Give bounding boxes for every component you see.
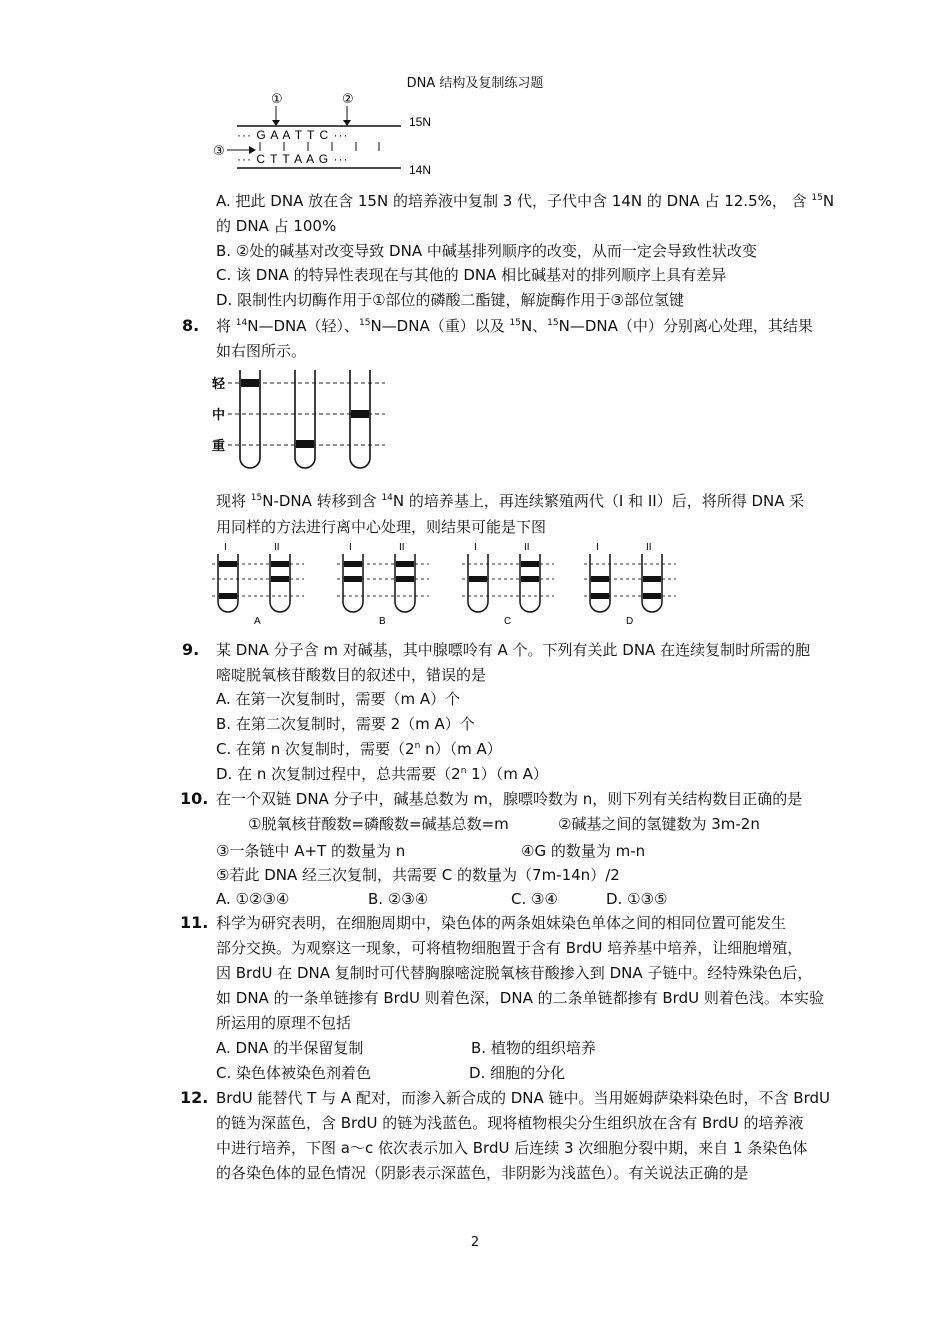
bottom-strand: ··· C T T A A G ··· bbox=[237, 152, 349, 166]
q10-option-a: A. ①②③④ bbox=[216, 890, 290, 908]
hydrogen-bonds bbox=[260, 142, 379, 151]
q12-number: 12. bbox=[180, 1088, 209, 1107]
option-d-tubes bbox=[584, 542, 676, 627]
q11-line2: 部分交换。为观察这一现象，可将植物细胞置于含有 BrdU 培养基中培养，让细胞增殖， bbox=[216, 939, 803, 957]
q11-option-a: A. DNA 的半保留复制 bbox=[216, 1039, 364, 1057]
tube-label-II: II bbox=[399, 542, 405, 553]
q11-line4: 如 DNA 的一条单链掺有 BrdU 则着色深，DNA 的二条单链都掺有 BrdU 则着色浅。本实验 bbox=[216, 989, 824, 1007]
marker-2: ② bbox=[342, 91, 354, 106]
q11-option-d: D. 细胞的分化 bbox=[469, 1064, 566, 1082]
label-middle: 中 bbox=[212, 407, 226, 422]
q8-options-figure bbox=[210, 540, 680, 630]
dna-strand-figure bbox=[205, 88, 445, 180]
option-a-label: A bbox=[254, 616, 261, 627]
tube-label-I: I bbox=[224, 542, 227, 553]
q10-statement-2: ②碱基之间的氢键数为 3m-2n bbox=[558, 815, 760, 833]
marker-1: ① bbox=[271, 91, 283, 106]
band-middle bbox=[351, 410, 369, 418]
page-header: DNA 结构及复制练习题 bbox=[406, 76, 544, 91]
option-d-label: D bbox=[626, 616, 634, 627]
q12-line4: 的各染色体的显色情况（阴影表示深蓝色，非阴影为浅蓝色）。有关说法正确的是 bbox=[216, 1164, 749, 1182]
tube-label-II: II bbox=[524, 542, 530, 553]
q9-line1: 某 DNA 分子含 m 对碱基，其中腺嘌呤有 A 个。下列有关此 DNA 在连续复制时所需的胞 bbox=[216, 641, 811, 659]
q8-line4: 用同样的方法进行离中心处理，则结果可能是下图 bbox=[216, 518, 547, 536]
option-c-label: C bbox=[504, 616, 512, 627]
q9-line2: 嘧啶脱氧核苷酸数目的叙述中，错误的是 bbox=[216, 666, 487, 684]
top-strand: ··· G A A T T C ··· bbox=[237, 128, 349, 142]
tube-heavy bbox=[295, 370, 315, 468]
q9-option-a: A. 在第一次复制时，需要（m A）个 bbox=[216, 690, 461, 708]
q12-line3: 中进行培养，下图 a～c 依次表示加入 BrdU 后连续 3 次细胞分裂中期，来自 1 条染色体 bbox=[216, 1139, 808, 1157]
q11-line5: 所运用的原理不包括 bbox=[216, 1014, 352, 1032]
band-heavy bbox=[296, 440, 314, 448]
band-light bbox=[241, 379, 259, 387]
centrifuge-tubes-figure bbox=[210, 366, 390, 478]
tube-label-I: I bbox=[596, 542, 599, 553]
q11-option-c: C. 染色体被染色剂着色 bbox=[216, 1064, 372, 1082]
arrow-2-head bbox=[343, 120, 351, 126]
tube-label-II: II bbox=[274, 542, 280, 553]
q11-line3: 因 BrdU 在 DNA 复制时可代替胸腺嘧淀脱氧核苷酸掺入到 DNA 子链中。经特殊染色后， bbox=[216, 964, 813, 982]
q9-option-b: B. 在第二次复制时，需要 2（m A）个 bbox=[216, 715, 475, 733]
q9-option-c: C. 在第 n 次复制时，需要（2$^n$ n）（m A） bbox=[216, 740, 502, 758]
option-a-tubes bbox=[212, 542, 304, 627]
marker-3: ③ bbox=[213, 143, 225, 158]
option-b-label: B bbox=[379, 616, 386, 627]
option-b-tubes bbox=[337, 542, 429, 627]
q8-number: 8. bbox=[182, 316, 200, 335]
q8-line1: 将 $^{14}$N—DNA（轻）、$^{15}$N—DNA（重）以及 $^{15}$N、$^{15}$N—DNA（中）分别离心处理，其结果 bbox=[216, 317, 813, 335]
bottom-label: 14N bbox=[409, 163, 432, 177]
tube-middle bbox=[350, 370, 370, 468]
q9-option-d: D. 在 n 次复制过程中，总共需要（2$^n$ 1）（m A） bbox=[216, 765, 548, 783]
arrow-1-head bbox=[272, 120, 280, 126]
page-number: 2 bbox=[470, 1235, 480, 1250]
q7-option-a-cont: 的 DNA 占 100% bbox=[216, 217, 337, 235]
q10-number: 10. bbox=[180, 789, 209, 808]
tube-label-I: I bbox=[349, 542, 352, 553]
q11-option-b: B. 植物的组织培养 bbox=[471, 1039, 596, 1057]
label-light: 轻 bbox=[212, 376, 226, 391]
q9-number: 9. bbox=[182, 640, 200, 659]
label-heavy: 重 bbox=[212, 438, 226, 453]
q12-line2: 的链为深蓝色，含 BrdU 的链为浅蓝色。现将植物根尖分生组织放在含有 BrdU 的培养液 bbox=[216, 1114, 804, 1132]
q7-option-a: A. 把此 DNA 放在含 15N 的培养液中复制 3 代，子代中含 14N 的 DNA 占 12.5%， 含 $^{15}$N bbox=[216, 192, 835, 210]
q11-number: 11. bbox=[180, 913, 209, 932]
top-label: 15N bbox=[409, 115, 432, 129]
q8-line2: 如右图所示。 bbox=[216, 342, 307, 360]
q7-option-b: B. ②处的碱基对改变导致 DNA 中碱基排列顺序的改变，从而一定会导致性状改变 bbox=[216, 242, 757, 260]
q7-option-c: C. 该 DNA 的特异性表现在与其他的 DNA 相比碱基对的排列顺序上具有差异 bbox=[216, 266, 727, 284]
q10-line1: 在一个双链 DNA 分子中，碱基总数为 m，腺嘌呤数为 n，则下列有关结构数目正确的是 bbox=[216, 790, 803, 808]
q7-option-d: D. 限制性内切酶作用于①部位的磷酸二酯键，解旋酶作用于③部位氢键 bbox=[216, 291, 684, 309]
q10-statement-3: ③一条链中 A+T 的数量为 n bbox=[216, 842, 406, 860]
q10-statement-5: ⑤若此 DNA 经三次复制，共需要 C 的数量为（7m-14n）/2 bbox=[216, 866, 620, 884]
option-c-tubes bbox=[462, 542, 554, 627]
q8-line3: 现将 $^{15}$N-DNA 转移到含 $^{14}$N 的培养基上，再连续繁殖两代（I 和 II）后，将所得 DNA 采 bbox=[216, 492, 805, 510]
q10-option-c: C. ③④ bbox=[511, 890, 558, 908]
q10-statement-4: ④G 的数量为 m-n bbox=[521, 842, 646, 860]
q12-line1: BrdU 能替代 T 与 A 配对，而渗入新合成的 DNA 链中。当用姬姆萨染料染色时，不含 BrdU bbox=[216, 1089, 830, 1107]
q11-line1: 科学为研究表明，在细胞周期中，染色体的两条姐妹染色单体之间的相同位置可能发生 bbox=[216, 914, 787, 932]
q10-option-b: B. ②③④ bbox=[368, 890, 429, 908]
tube-label-I: I bbox=[474, 542, 477, 553]
q10-statement-1: ①脱氧核苷酸数=磷酸数=碱基总数=m bbox=[248, 815, 509, 833]
q10-option-d: D. ①③⑤ bbox=[606, 890, 668, 908]
tube-label-II: II bbox=[646, 542, 652, 553]
